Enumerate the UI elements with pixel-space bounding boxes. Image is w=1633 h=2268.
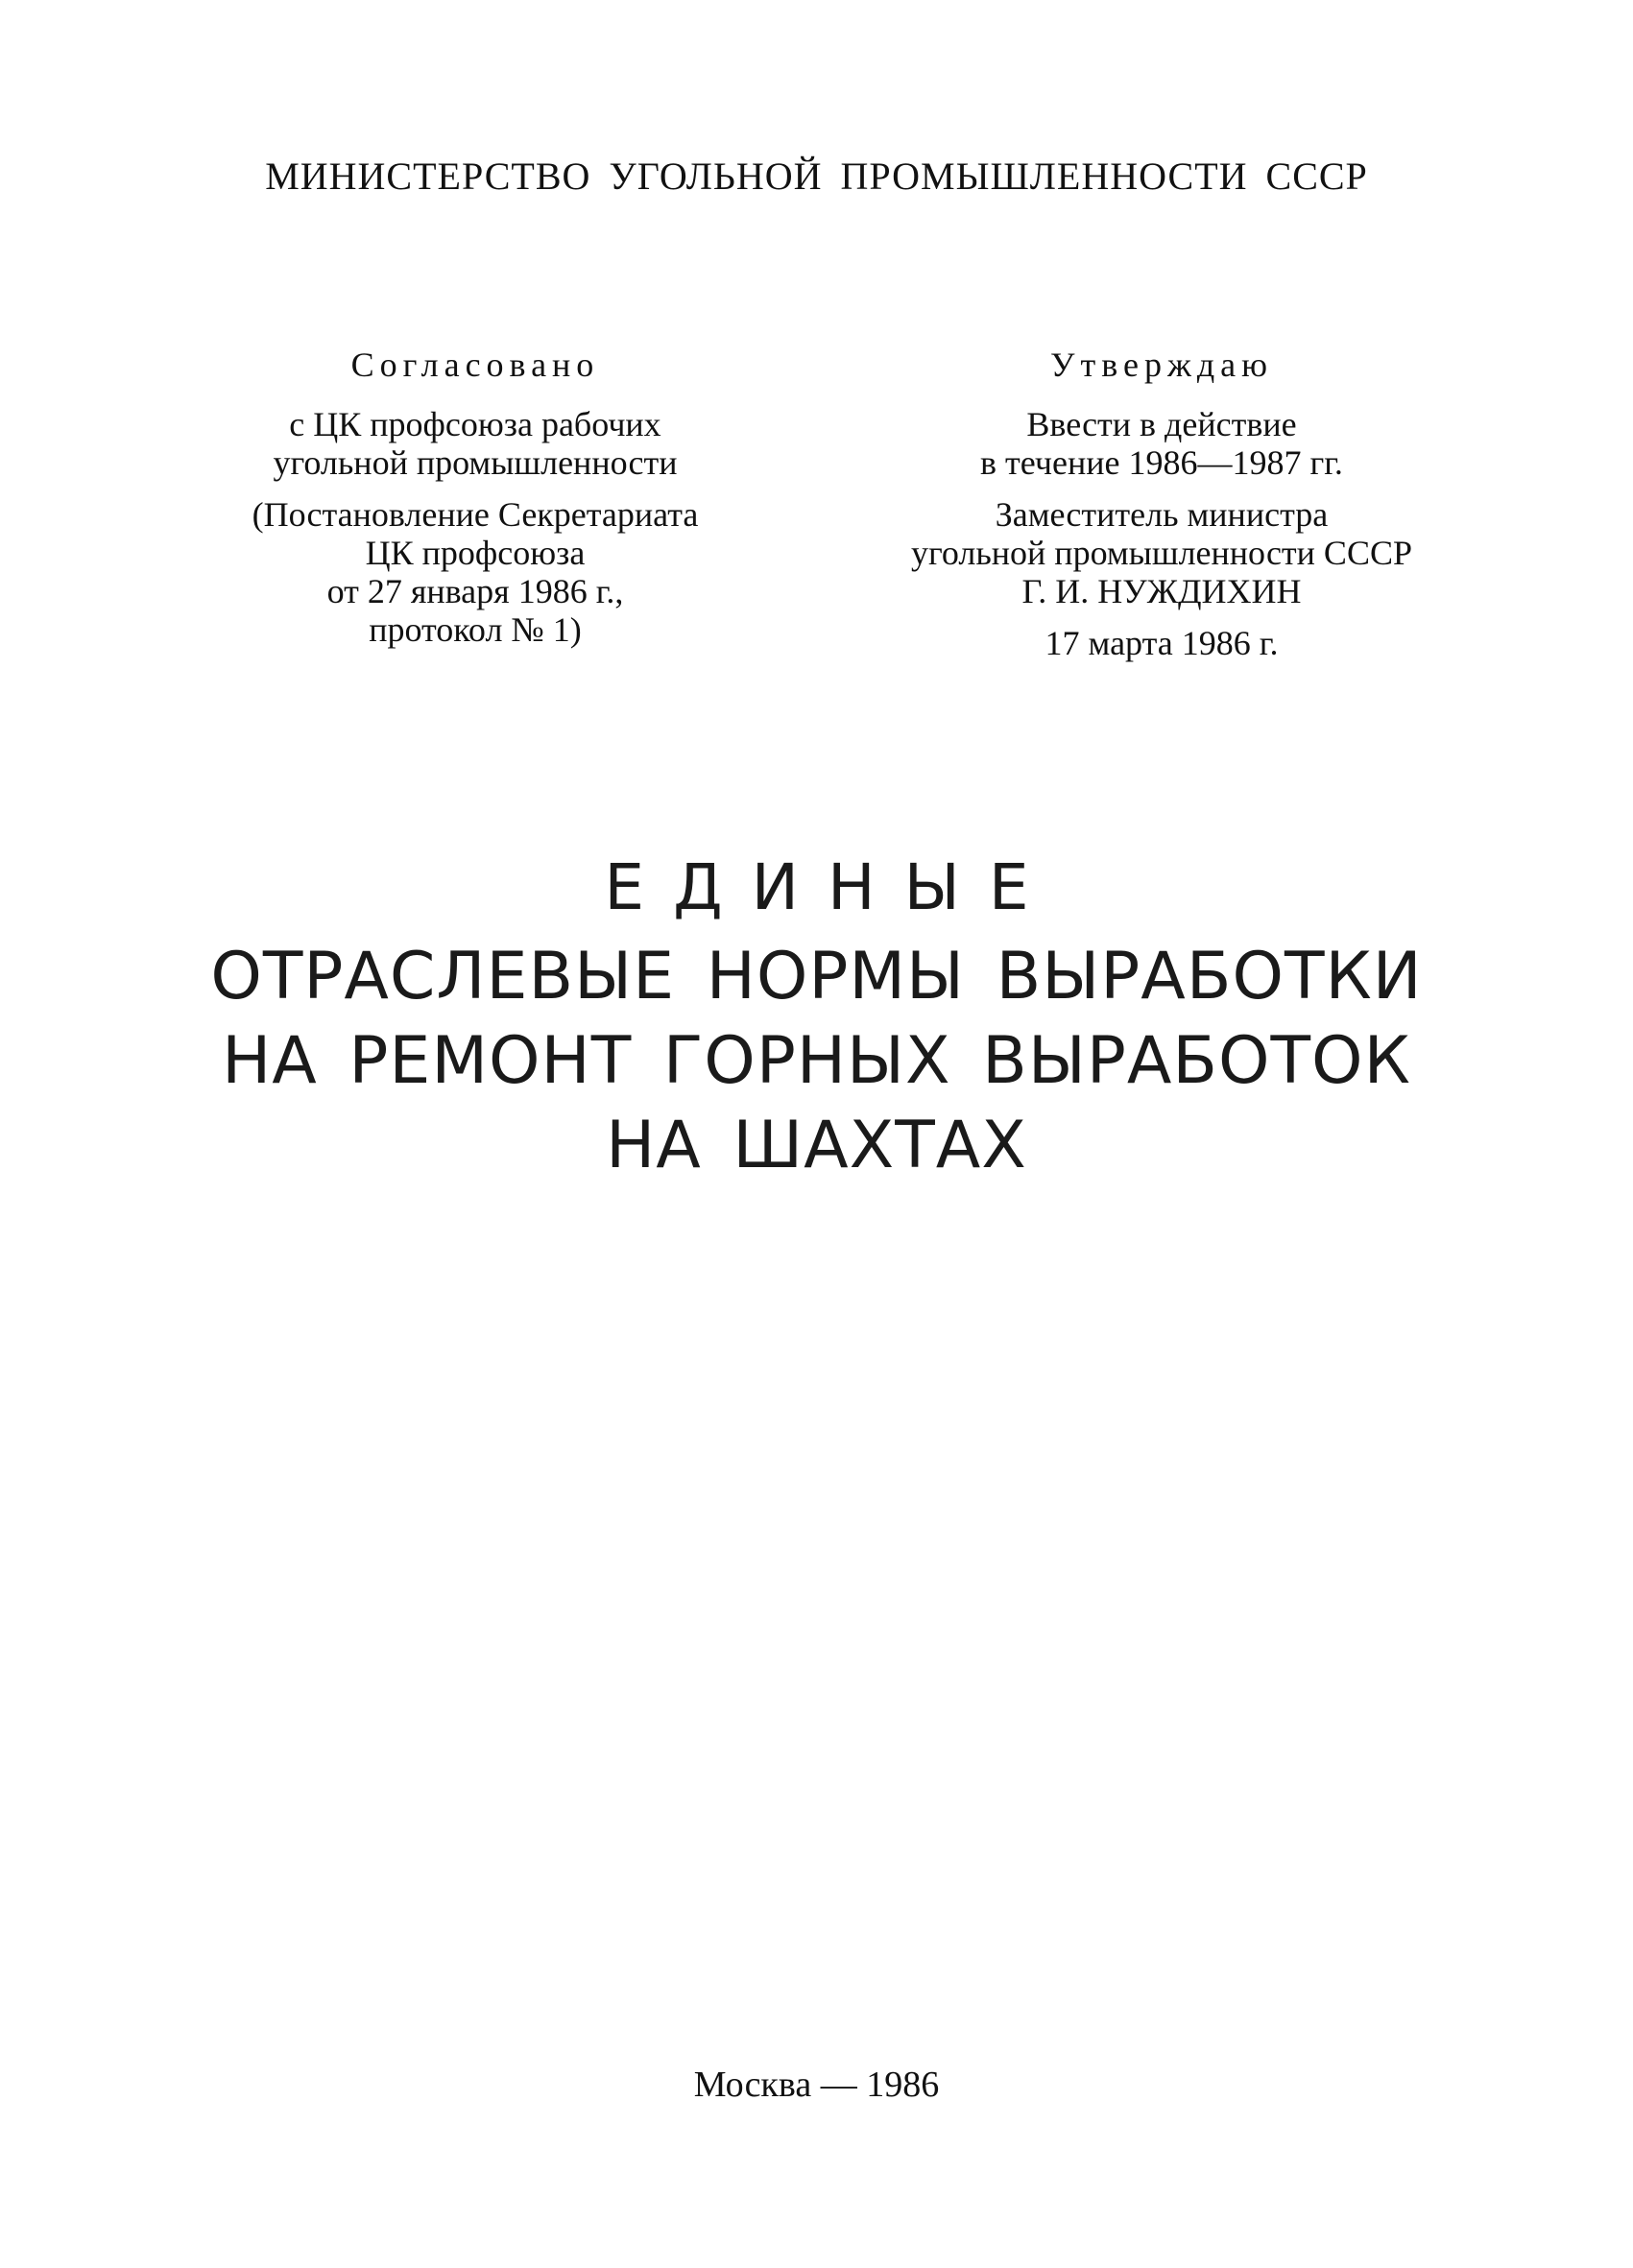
document-title	[0, 845, 1633, 1188]
approved-signer-line: Заместитель министра	[995, 495, 1329, 534]
title-line: НА ШАХТАХ	[606, 1108, 1027, 1183]
approved-effect	[845, 405, 1478, 482]
title-word: ЕДИНЫЕ	[604, 850, 1058, 924]
agreed-heading: Согласовано	[350, 346, 600, 384]
approved-signer-name: Г. И. НУЖДИХИН	[1021, 572, 1302, 610]
approved-effect-line: Ввести в действие	[1026, 405, 1297, 443]
approved-signer	[845, 495, 1478, 610]
approved-block	[845, 346, 1478, 676]
agreed-resolution-line: ЦК профсоюза	[365, 534, 586, 572]
approved-signer-line: угольной промышленности СССР	[911, 534, 1412, 572]
publication-place-year: Москва — 1986	[693, 2065, 940, 2105]
agreed-resolution-line: от 27 января 1986 г.,	[326, 572, 624, 610]
agreed-org-line: угольной промышленности	[273, 443, 678, 482]
agreed-resolution-line: протокол № 1)	[369, 610, 582, 649]
agreed-resolution	[221, 495, 730, 649]
ministry-header: МИНИСТЕРСТВО УГОЛЬНОЙ ПРОМЫШЛЕННОСТИ СССР	[265, 155, 1368, 198]
approved-effect-line: в течение 1986—1987 гг.	[980, 443, 1343, 482]
agreed-org	[221, 405, 730, 482]
approved-heading: Утверждаю	[1049, 346, 1274, 384]
approved-date: 17 марта 1986 г.	[1045, 624, 1279, 662]
agreed-block	[221, 346, 730, 662]
title-line: ОТРАСЛЕВЫЕ НОРМЫ ВЫРАБОТКИ	[210, 939, 1423, 1015]
title-line: НА РЕМОНТ ГОРНЫХ ВЫРАБОТОК	[222, 1023, 1411, 1099]
agreed-resolution-line: (Постановление Секретариата	[252, 495, 699, 534]
agreed-org-line: с ЦК профсоюза рабочих	[289, 405, 661, 443]
